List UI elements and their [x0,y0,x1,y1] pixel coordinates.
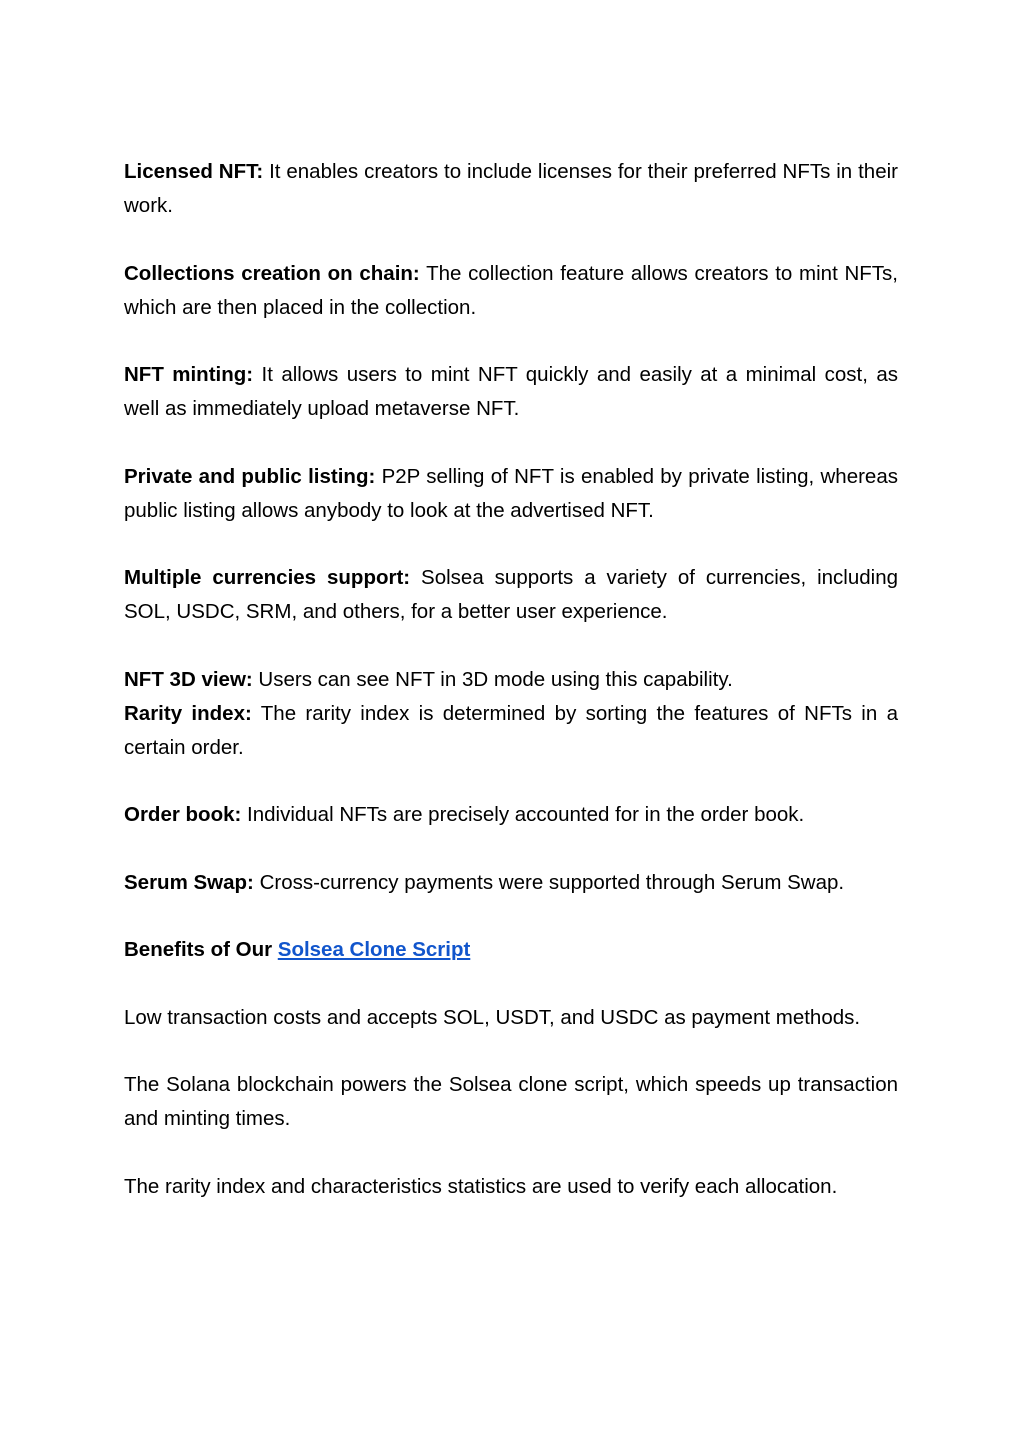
benefit-item: Low transaction costs and accepts SOL, USDT, and USDC as payment methods. [124,1005,861,1029]
feature-nft-3d-view [124,663,898,697]
feature-term: Collections creation on chain: [124,261,420,285]
solsea-clone-script-link[interactable]: Solsea Clone Script [277,938,471,961]
feature-private-public-listing [124,460,898,528]
feature-rarity-index [124,697,898,765]
feature-text: P2P selling of NFT is enabled by private listing, whereas public listing allows anybody to look at the advertised NFT. [124,464,898,522]
benefits-heading-prefix: Benefits of Our [124,938,278,961]
feature-text: Individual NFTs are precisely accounted for in the order book. [241,803,805,826]
feature-text: The collection feature allows creators to mint NFTs, which are then placed in the collection. [124,261,898,319]
feature-text: It enables creators to include licenses for their preferred NFTs in their work. [124,160,898,217]
feature-term: Order book: [124,803,242,826]
feature-text: Cross-currency payments were supported through Serum Swap. [253,870,845,894]
feature-order-book [124,798,898,832]
feature-text: It allows users to mint NFT quickly and easily at a minimal cost, as well as immediately upload metaverse NFT. [124,363,898,420]
feature-text: The rarity index is determined by sorting the features of NFTs in a certain order. [124,701,898,759]
feature-text: Solsea supports a variety of currencies, including SOL, USDC, SRM, and others, for a better user experience. [124,566,898,623]
feature-multiple-currencies [124,561,898,629]
feature-nft-minting [124,358,898,426]
feature-text: Users can see NFT in 3D mode using this capability. [252,667,733,691]
feature-term: Rarity index: [124,701,252,725]
feature-licensed-nft [124,155,898,223]
benefit-item: The rarity index and characteristics statistics are used to verify each allocation. [124,1174,838,1198]
document-page [124,155,898,1237]
feature-term: Private and public listing: [124,464,376,488]
feature-serum-swap [124,866,898,900]
feature-collections-creation [124,257,898,325]
feature-term: NFT minting: [124,363,254,386]
feature-term: Licensed NFT: [124,160,264,183]
feature-term: Multiple currencies support: [124,566,411,589]
feature-term: Serum Swap: [124,870,254,894]
benefits-heading [124,933,898,967]
benefit-item: The Solana blockchain powers the Solsea clone script, which speeds up transaction and minting times. [124,1073,898,1130]
feature-term: NFT 3D view: [124,667,253,691]
